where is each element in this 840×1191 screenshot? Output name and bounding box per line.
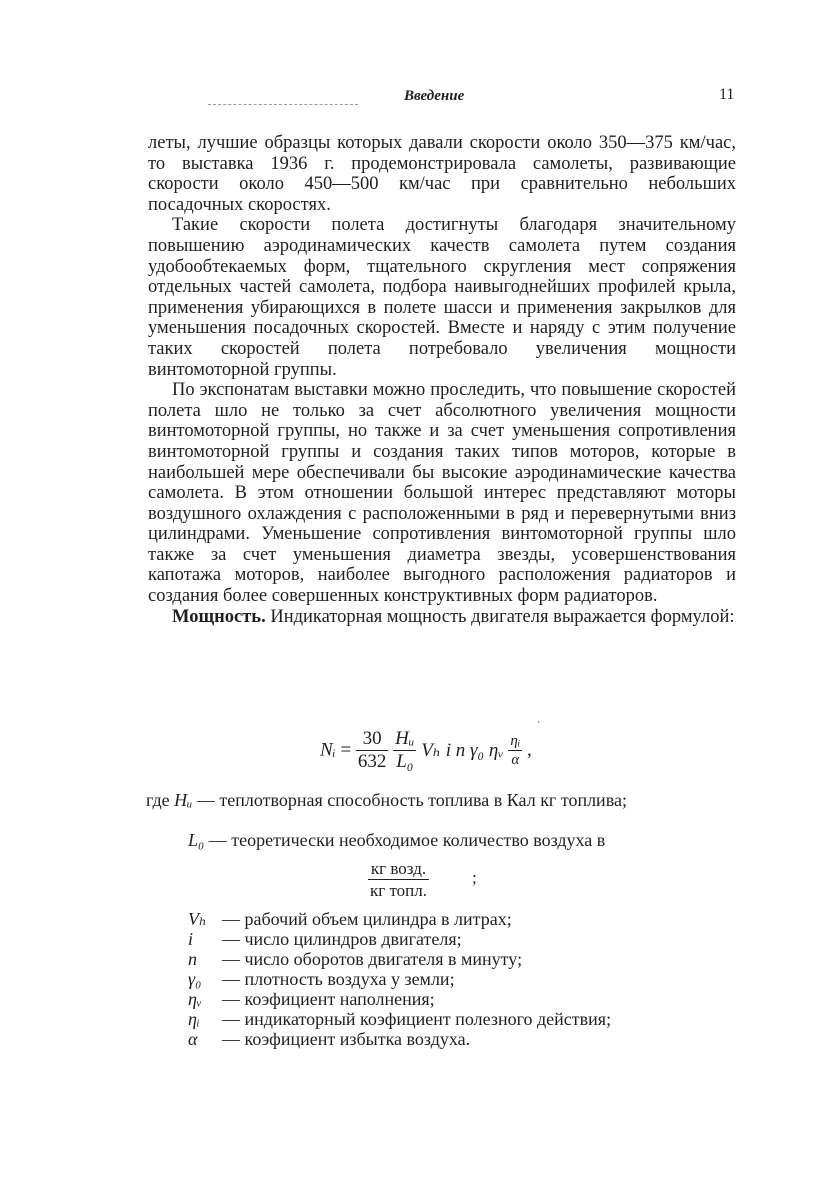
paragraph-2: Такие скорости полета достигнуты благодаря значительному повышению аэродинамических качеств самолета путем создания удобообтекаемых форм, тщательного скругления мест сопряжения отдельных частей самолета, подбора наивыгоднейших профилей крыла, применения убирающихся в полете шасси и применения закрылков для уменьшения посадочных скоростей. Вместе и наряду с этим получение таких скоростей полета потребовало увеличения мощности винтомоторной группы. [148, 215, 736, 380]
hu-text: — теплотворная способность топлива в Кал кг топлива; [196, 790, 627, 810]
header-rule [208, 104, 358, 105]
formula-eta-num: ηᵢ [510, 733, 521, 749]
where-word: где [146, 790, 170, 810]
def-text: — число цилиндров двигателя; [222, 929, 462, 949]
formula-comma: , [526, 739, 532, 761]
def-symbol: ηᵢ [188, 1009, 200, 1029]
def-item [188, 949, 648, 969]
paragraph-3: По экспонатам выставки можно проследить, что повышение скоростей полета шло не только за счет абсолютного увеличения мощности винтомоторной группы, но также и за счет уменьшения сопротивления винтомоторной группы и создания таких типов моторов, которые в наибольшей мере обеспечивали бы высокие аэродинамические качества самолета. В этом отношении большой интерес представляют моторы воздушного охлаждения с расположенными в ряд и перевернутыми вниз цилиндрами. Уменьшение сопротивления винтомоторной группы шло также за счет уменьшения диаметра звезды, усовершенствования капотажа моторов, наиболее выгодного расположения радиаторов и создания более совершенных конструктивных форм радиаторов. [148, 380, 736, 607]
formula-eta-den: α [511, 752, 520, 768]
l0-symbol: L₀ [188, 830, 205, 850]
formula-constant [356, 728, 389, 773]
def-text: — коэфициент избытка воздуха. [222, 1029, 471, 1049]
definition-list [188, 909, 648, 1049]
def-symbol: Vₕ [188, 909, 207, 929]
def-text: — индикаторный коэфициент полезного действия; [222, 1009, 612, 1029]
formula-factors: Vₕ i n γ₀ ηᵥ [421, 740, 504, 761]
def-item [188, 1029, 648, 1049]
unit-semicolon: ; [472, 868, 477, 887]
formula-efficiency-ratio [508, 732, 522, 769]
power-intro: Индикаторная мощность двигателя выражается формулой: [270, 606, 735, 627]
formula-lhs: Nᵢ [320, 739, 336, 761]
def-text: — плотность воздуха у земли; [222, 969, 455, 989]
def-symbol: γ₀ [188, 969, 202, 989]
formula-constant-den: 632 [357, 751, 387, 772]
def-text: — число оборотов двигателя в минуту; [222, 949, 523, 969]
def-item [188, 989, 648, 1009]
unit-frac-body [368, 858, 429, 901]
def-item [188, 929, 648, 949]
paragraph-1: леты, лучшие образцы которых давали скорости около 350—375 км/час, то выставка 1936 г. продемонстрировала самолеты, развивающие скорости около 450—500 км/час при сравнительно небольших посадочных скоростях. [148, 133, 736, 215]
formula-heat-num: Hᵤ [395, 728, 415, 749]
running-header: Введение [404, 88, 465, 104]
page-number: 11 [719, 86, 735, 103]
power-heading: Мощность. [172, 606, 266, 627]
unit-num: кг возд. [368, 858, 429, 880]
formula-heat-ratio [393, 728, 416, 773]
def-symbol: n [188, 949, 197, 969]
definition-hu [146, 790, 736, 810]
def-item [188, 909, 648, 929]
def-symbol: i [188, 929, 194, 949]
l0-text: — теоретически необходимое количество воздуха в [208, 830, 606, 850]
def-symbol: ηᵥ [188, 989, 202, 1009]
def-text: — коэфициент наполнения; [222, 989, 435, 1009]
body-text [148, 133, 736, 627]
paragraph-power [148, 607, 736, 628]
def-symbol: α [188, 1029, 198, 1049]
def-item [188, 1009, 648, 1029]
formula-constant-num: 30 [356, 728, 389, 751]
hu-symbol: Hᵤ [174, 790, 193, 810]
power-formula [320, 728, 532, 773]
unit-den: кг топл. [370, 881, 428, 900]
formula-heat-den: L₀ [396, 751, 414, 772]
unit-fraction [368, 858, 477, 901]
formula-equals: = [340, 739, 352, 761]
stray-mark: ʼ [537, 720, 541, 731]
def-text: — рабочий объем цилиндра в литрах; [222, 909, 512, 929]
def-item [188, 969, 648, 989]
definition-l0 [188, 830, 736, 850]
